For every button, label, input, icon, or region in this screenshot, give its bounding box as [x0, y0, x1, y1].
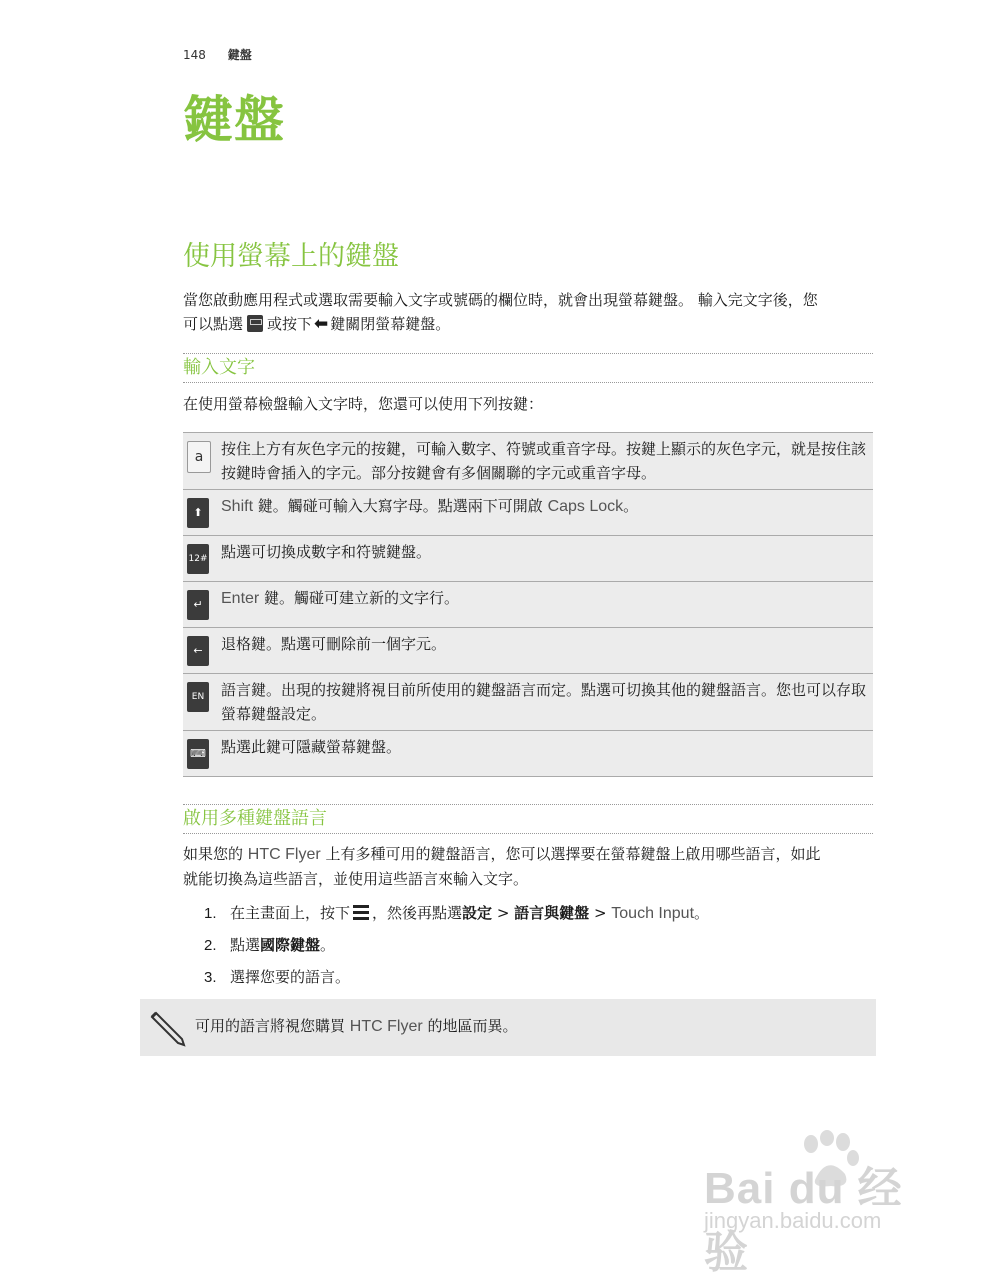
- list-item: 1. 在主畫面上，按下 ，然後再點選設定 > 語言與鍵盤 > Touch Input。: [204, 904, 710, 922]
- back-arrow-icon: ⬅: [314, 314, 329, 334]
- running-header: [183, 46, 252, 63]
- page-number: 148: [183, 48, 206, 62]
- list-item: 2. 點選國際鍵盤。: [204, 936, 336, 954]
- key-table: [183, 432, 873, 777]
- intro-line-1: 當您啟動應用程式或選取需要輸入文字或號碼的欄位時，就會出現螢幕鍵盤。 輸入完文字後，您: [183, 291, 818, 309]
- watermark-url: jingyan.baidu.com: [704, 1208, 882, 1233]
- language-key-icon: EN: [187, 682, 209, 712]
- baidu-watermark: [700, 1130, 940, 1277]
- shift-key-icon: ⬆: [187, 498, 209, 528]
- numeric-key-icon: 12#: [187, 544, 209, 574]
- key-row: EN 語言鍵。出現的按鍵將視目前所使用的鍵盤語言而定。點選可切換其他的鍵盤語言。您也可以存取螢幕鍵盤設定。: [183, 674, 873, 731]
- keyboard-close-icon: [247, 315, 263, 332]
- note-box: 可用的語言將視您購買 HTC Flyer 的地區而異。: [140, 999, 876, 1056]
- header-section: 鍵盤: [227, 48, 252, 62]
- steps-list: [204, 900, 709, 996]
- key-row: ⌨ 點選此鍵可隱藏螢幕鍵盤。: [183, 731, 873, 777]
- intro-line-2: 可以點選 或按下 ⬅ 鍵關閉螢幕鍵盤。: [183, 314, 451, 334]
- backspace-key-icon: ←: [187, 636, 209, 666]
- key-row: 12# 點選可切換成數字和符號鍵盤。: [183, 536, 873, 582]
- section-title: 使用螢幕上的鍵盤: [183, 241, 399, 272]
- chapter-title: 鍵盤: [183, 91, 285, 149]
- typing-lead: 在使用螢幕檢盤輸入文字時，您還可以使用下列按鍵：: [183, 395, 544, 413]
- subsection-title-languages: 啟用多種鍵盤語言: [183, 804, 873, 834]
- languages-lead: 如果您的 HTC Flyer 上有多種可用的鍵盤語言，您可以選擇要在螢幕鍵盤上啟用哪些語言，如此 就能切換為這些語言，並使用這些語言來輸入文字。: [183, 845, 821, 888]
- subsection-title-typing: 輸入文字: [183, 353, 873, 383]
- key-row: a 按住上方有灰色字元的按鍵，可輸入數字、符號或重音字母。按鍵上顯示的灰色字元，就是按住該按鍵時會插入的字元。部分按鍵會有多個關聯的字元或重音字母。: [183, 433, 873, 490]
- brand-name: HTC Flyer: [247, 846, 321, 863]
- menu-icon: [353, 905, 369, 921]
- watermark-brand: Bai du 经验: [704, 1164, 903, 1277]
- pencil-icon: [148, 1007, 188, 1047]
- key-row: ← 退格鍵。點選可刪除前一個字元。: [183, 628, 873, 674]
- alt-char-key-icon: a: [187, 441, 211, 473]
- key-row: ↵ Enter 鍵。觸碰可建立新的文字行。: [183, 582, 873, 628]
- key-row: ⬆ Shift 鍵。觸碰可輸入大寫字母。點選兩下可開啟 Caps Lock。: [183, 490, 873, 536]
- hide-keyboard-key-icon: ⌨: [187, 739, 209, 769]
- enter-key-icon: ↵: [187, 590, 209, 620]
- intro-paragraph: [183, 288, 873, 336]
- list-item: 3. 選擇您要的語言。: [204, 968, 351, 986]
